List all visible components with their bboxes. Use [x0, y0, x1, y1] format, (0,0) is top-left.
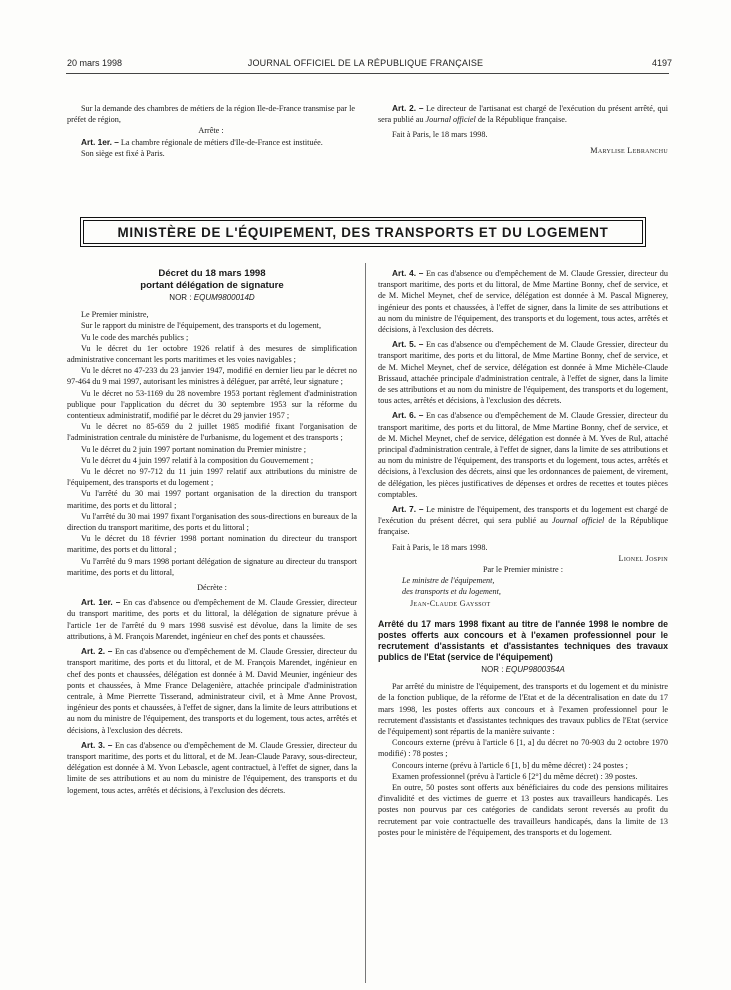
ministry-heading-box	[80, 217, 646, 247]
signature-ministre: Jean-Claude Gayssot	[410, 598, 491, 608]
article-label: Art. 5. –	[392, 339, 424, 350]
article-3: Art. 3. – En cas d'absence ou d'empêchement de M. Claude Gressier, directeur du transport maritime, des ports et du littoral, et de M. Jean-Claude Paravy, sous-directeur, délégation est donnée à M. Yvon Lebascle, agent contractuel, à l'effet de signer, dans la limite de ses attributions et au nom du ministre de l'équipement, des transports et du logement, tous actes, arrêtés et décisions, à l'exclusion des décrets.	[67, 739, 357, 795]
visa: Vu le décret no 47-233 du 23 janvier 1947, modifié en dernier lieu par le décret no 97-464 du 9 mai 1997, autorisant les ministres à déléguer, par arrêté, leur signature ;	[67, 366, 357, 387]
fait-a-paris: Fait à Paris, le 18 mars 1998.	[392, 130, 488, 140]
paragraph: Son siège est fixé à Paris.	[81, 148, 165, 158]
column-divider	[365, 263, 366, 983]
paragraph: Sur la demande des chambres de métiers de la région Ile-de-France transmise par le préfet de région,	[67, 104, 355, 125]
article: Art. 1er. – La chambre régionale de métiers d'Ile-de-France est instituée.	[81, 136, 323, 147]
visa: Vu le code des marchés publics ;	[81, 332, 189, 342]
article-7: Art. 7. – Le ministre de l'équipement, des transports et du logement est chargé de l'exécution du présent décret, qui sera publié au Journal officiel de la République française.	[378, 504, 669, 537]
signature: Marylise Lebranchu	[590, 145, 668, 155]
article-label: Art. 4. –	[392, 268, 424, 278]
arrete-heading: Arrête :	[198, 126, 224, 136]
article-label: Art. 7. –	[392, 504, 424, 515]
visa: Vu l'arrêté du 9 mars 1998 portant délégation de signature au directeur du transport maritime, des ports et du littoral,	[67, 556, 357, 577]
ministry-title: MINISTÈRE DE L'ÉQUIPEMENT, DES TRANSPORTS ET DU LOGEMENT	[117, 224, 609, 240]
article-4: Art. 4. – En cas d'absence ou d'empêchement de M. Claude Gressier, directeur du transport maritime, des ports et du littoral, de Mme Martine Bonny, chef de service, et de M. Michel Meynet, chef de service, délégation est donnée à M. Pascal Mignerey, ingénieur des ponts et chaussées, à l'effet de signer, dans la limite de ses attributions et au nom du ministre de l'équipement, des transports et du logement, tous actes, arrêtés et décisions, à l'exclusion des décrets.	[378, 268, 668, 335]
previous-arrete-end-left	[67, 103, 355, 159]
decret-right-column	[378, 268, 668, 838]
decrete-heading: Décrète :	[197, 583, 227, 593]
header-date: 20 mars 1998	[67, 58, 123, 68]
paragraph: Concours externe (prévu à l'article 6 [1, a] du décret no 70-903 du 2 octobre 1970 modifié) : 78 postes ;	[378, 738, 668, 759]
visa: Vu le décret du 2 juin 1997 portant nomination du Premier ministre ;	[81, 444, 307, 454]
visa: Vu le décret no 85-659 du 2 juillet 1985 modifié fixant l'organisation de l'administration centrale du ministère de l'urbanisme, du logement et des transports ;	[67, 422, 357, 443]
visa: Vu le décret du 4 juin 1997 relatif à la composition du Gouvernement ;	[81, 455, 314, 465]
visa: Vu le décret du 18 février 1998 portant nomination du directeur du transport maritime, des ports et du littoral ;	[67, 534, 357, 555]
article-2: Art. 2. – En cas d'absence ou d'empêchement de M. Claude Gressier, directeur du transport maritime, des ports et du littoral, et de M. François Marendet, ingénieur en chef des ponts et chaussées, délégation est donnée à M. David Meunier, ingénieur des ponts et chaussées, à Mme France Delagenière, attachée principale d'administration centrale, à Mme Pierrette Tisserand, administrateur civil, et à Mme Anne Provost, ingénieur des ponts et chaussées, à l'effet de signer, dans la limite de leurs attributions et au nom du ministre de l'équipement, des transports et du logement, tous actes, arrêtés et décisions, à l'exclusion des décrets.	[67, 646, 357, 735]
visa: Sur le rapport du ministre de l'équipement, des transports et du logement,	[81, 321, 321, 331]
paragraph: Concours interne (prévu à l'article 6 [1, b] du même décret) : 24 postes ;	[392, 760, 628, 770]
article-5: Art. 5. – En cas d'absence ou d'empêchement de M. Claude Gressier, directeur du transport maritime, des ports et du littoral, de Mme Martine Bonny, chef de service, et de M. Michel Meynet, chef de service, délégation est donnée à Mme Michèle-Claude Brissaud, attachée principale d'administration centrale, à l'effet de signer, dans la limite de ses attributions et au nom du ministre de l'équipement, des transports et du logement, tous actes, arrêtés et décisions, à l'exclusion des décrets.	[378, 339, 668, 406]
nor-reference: NOR : EQUP9800354A	[481, 664, 565, 674]
minister-title: Le ministre de l'équipement,	[402, 576, 495, 586]
header-page-number: 4197	[651, 58, 672, 68]
article-6: Art. 6. – En cas d'absence ou d'empêchement de M. Claude Gressier, directeur du transport maritime, des ports et du littoral, de Mme Martine Bonny, chef de service, et de M. Michel Meynet, chef de service, délégation est donnée à M. Yves de Rul, attaché principal d'administration centrale, à l'effet de signer, dans la limite de ses attributions et au nom du ministre de l'équipement, des transports et du logement, tous actes, arrêtés et décisions, à l'exclusion des décrets, ainsi que les ordonnances de paiement, de virement, de délégation, les pièces justificatives de dépenses et ordres de recettes et toutes pièces comptables.	[378, 410, 668, 499]
paragraph: En outre, 50 postes sont offerts aux bénéficiaires du code des pensions militaires d'invalidité et des victimes de guerre et 13 postes aux travailleurs handicapés. Les postes non pourvus par ces catégories de candidats seront reversés au profit du recrutement par voie contractuelle des travailleurs handicapés, dans la limite de 13 postes pour le ministère de l'équipement, des transports et du logement.	[378, 782, 668, 837]
article-label: Art. 2. –	[81, 646, 113, 657]
article-label: Art. 2. –	[392, 103, 424, 113]
nor-reference: NOR : EQUM9800014D	[169, 293, 255, 302]
minister-title: des transports et du logement,	[402, 587, 501, 597]
decret-title: Décret du 18 mars 1998 portant délégation de signature	[140, 268, 284, 291]
header-journal-title: JOURNAL OFFICIEL DE LA RÉPUBLIQUE FRANÇAISE	[247, 58, 484, 68]
fait-a-paris: Fait à Paris, le 18 mars 1998.	[392, 542, 488, 552]
signature-premier-ministre: Lionel Jospin	[618, 553, 668, 563]
visa: Vu l'arrêté du 30 mai 1997 fixant l'organisation des sous-directions en bureaux de la direction du transport maritime, des ports et du littoral ;	[67, 511, 357, 533]
article-label: Art. 1er. –	[81, 136, 119, 147]
article-label: Art. 1er. –	[81, 597, 121, 608]
visa: Vu le décret no 53-1169 du 28 novembre 1953 portant règlement d'administration publique pour l'application du décret du 30 septembre 1953 sur la réforme du contentieux administratif, modifié par le décret du 29 janvier 1957 ;	[67, 388, 357, 421]
par-le-premier-ministre: Par le Premier ministre :	[482, 565, 564, 575]
decret-left-column	[67, 268, 357, 796]
visa: Vu l'arrêté du 30 mai 1997 portant organisation de la direction du transport maritime, des ports et du littoral ;	[67, 489, 357, 510]
article-1: Art. 1er. – En cas d'absence ou d'empêchement de M. Claude Gressier, directeur du transport maritime, des ports et du littoral, la délégation de signature prévue à l'article 1er de l'arrêté du 9 mars 1998 susvisé est dévolue, dans la limite de ses attributions, à M. François Marendet, ingénieur en chef des ponts et chaussées.	[67, 597, 357, 641]
visa: Vu le décret du 1er octobre 1926 relatif à des mesures de simplification administrative concernant les ports maritimes et les voies navigables ;	[67, 343, 357, 365]
visa: Vu le décret no 97-712 du 11 juin 1997 relatif aux attributions du ministre de l'équipement, des transports et du logement ;	[67, 467, 357, 488]
article: Art. 2. – Le directeur de l'artisanat est chargé de l'exécution du présent arrêté, qui sera publié au Journal officiel de la République française.	[378, 103, 669, 125]
visa: Le Premier ministre,	[81, 310, 149, 320]
header-rule	[66, 73, 669, 74]
paragraph: Par arrêté du ministre de l'équipement, des transports et du logement et du ministre de la fonction publique, de la réforme de l'Etat et de la décentralisation en date du 17 mars 1998, les postes offerts aux concours et à l'examen professionnel pour le recrutement d'assistants et d'assistantes techniques des travaux publics de l'Etat (service de l'équipement) sont répartis de la manière suivante :	[378, 682, 668, 736]
paragraph: Examen professionnel (prévu à l'article 6 [2°] du même décret) : 39 postes.	[392, 771, 638, 781]
article-label: Art. 3. –	[81, 739, 113, 750]
arrete-title: Arrêté du 17 mars 1998 fixant au titre de l'année 1998 le nombre de postes offerts aux concours et à l'examen professionnel pour le recrutement d'assistants et d'assistantes techniques des travaux publics de l'Etat (service de l'équipement)	[378, 618, 668, 662]
article-label: Art. 6. –	[392, 410, 424, 421]
previous-arrete-end-right	[378, 103, 668, 156]
